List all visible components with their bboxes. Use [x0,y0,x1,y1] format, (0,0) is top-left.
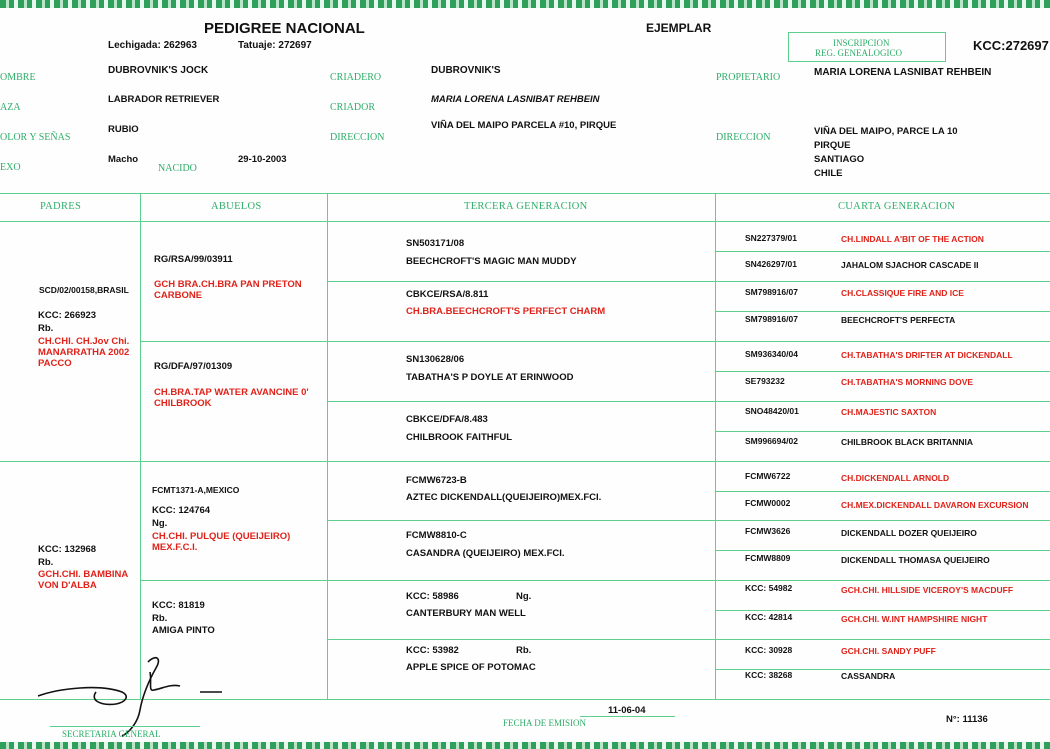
third-gen-name: TABATHA'S P DOYLE AT ERINWOOD [406,372,574,383]
grid-line [327,281,1050,282]
label-criador: CRIADOR [330,102,376,113]
fourth-gen-name: CH.LINDALL A'BIT OF THE ACTION [841,234,984,244]
decorative-border-bottom [0,742,1050,749]
grid-line [715,311,1050,312]
dog-name: DUBROVNIK'S JOCK [108,65,209,76]
fourth-gen-reg: FCMW3626 [745,526,791,536]
third-gen-name: CASANDRA (QUEIJEIRO) MEX.FCI. [406,548,565,559]
reg-genealogico-label: REG. GENEALOGICO [815,48,902,58]
label-nombre: OMBRE [0,72,36,83]
sire-name: MANARRATHA 2002 [38,347,130,358]
fourth-gen-name: JAHALOM SJACHOR CASCADE II [841,260,979,270]
dam-name: VON D'ALBA [38,580,97,591]
label-sexo: EXO [0,162,21,173]
grandparent-name: CHILBROOK [154,398,212,409]
grandparent-name: AMIGA PINTO [152,625,215,636]
label-direccion: DIRECCION [330,132,385,143]
label-direccion-owner: DIRECCION [716,132,771,143]
grid-line [0,221,1050,222]
grid-line [140,341,1050,342]
owner-address-line: PIRQUE [814,140,851,151]
grandparent-color: Rb. [152,613,168,624]
fourth-gen-reg: SE793232 [745,376,785,386]
grid-line [715,491,1050,492]
owner-address-line: SANTIAGO [814,154,865,165]
inscripcion-label: INSCRIPCION [833,38,890,48]
secretaria-label: SECRETARIA GENERAL [62,729,161,739]
fourth-gen-reg: FCMW6722 [745,471,791,481]
sire-color: Rb. [38,323,54,334]
column-header-cuarta: CUARTA GENERACION [838,201,956,212]
grandparent-name: CH.BRA.TAP WATER AVANCINE 0' [154,387,309,398]
third-gen-reg: KCC: 58986 [406,591,459,602]
label-nacido: NACIDO [158,163,197,174]
dam-name: GCH.CHI. BAMBINA [38,569,129,580]
dog-color: RUBIO [108,124,139,135]
grandparent-reg: FCMT1371-A,MEXICO [152,485,240,495]
fecha-label: FECHA DE EMISION [503,718,587,728]
fourth-gen-reg: KCC: 38268 [745,670,793,680]
third-gen-name: CHILBROOK FAITHFUL [406,432,513,443]
kcc-number: KCC:272697 [973,38,1049,53]
column-header-padres: PADRES [40,201,82,212]
third-gen-reg: FCMW6723-B [406,475,467,486]
fourth-gen-name: CH.DICKENDALL ARNOLD [841,473,950,483]
fourth-gen-name: CASSANDRA [841,671,896,681]
third-gen-name: APPLE SPICE OF POTOMAC [406,662,536,673]
page-title: PEDIGREE NACIONAL [204,20,365,37]
signature-line [50,726,200,727]
grid-line [715,371,1050,372]
fourth-gen-name: DICKENDALL THOMASA QUEIJEIRO [841,555,990,565]
grandparent-name: CARBONE [154,290,203,301]
fourth-gen-name: GCH.CHI. SANDY PUFF [841,646,936,656]
sire-name: PACCO [38,358,72,369]
fourth-gen-reg: KCC: 54982 [745,583,793,593]
third-gen-reg: FCMW8810-C [406,530,467,541]
fourth-gen-name: GCH.CHI. HILLSIDE VICEROY'S MACDUFF [841,585,1014,595]
grid-line [715,251,1050,252]
sire-name: CH.CHI. CH.Jov Chi. [38,336,130,347]
fourth-gen-reg: SM936340/04 [745,349,798,359]
fecha-value: 11-06-04 [608,705,646,716]
tatuaje: Tatuaje: 272697 [238,40,312,51]
grandparent-name: MEX.F.C.I. [152,542,198,553]
fourth-gen-reg: FCMW0002 [745,498,791,508]
grid-line [327,520,1050,521]
fourth-gen-reg: KCC: 30928 [745,645,793,655]
fourth-gen-name: CH.MAJESTIC SAXTON [841,407,937,417]
document-number: N°: 11136 [946,714,988,725]
third-gen-reg: SN130628/06 [406,354,465,365]
fourth-gen-name: CH.TABATHA'S DRIFTER AT DICKENDALL [841,350,1013,360]
grid-line [140,580,1050,581]
fourth-gen-name: CH.MEX.DICKENDALL DAVARON EXCURSION [841,500,1029,510]
criador-value: MARIA LORENA LASNIBAT REHBEIN [431,94,600,105]
third-gen-reg: CBKCE/DFA/8.483 [406,414,488,425]
label-raza: AZA [0,102,21,113]
lechigada: Lechigada: 262963 [108,40,197,51]
grandparent-color: Ng. [152,518,168,529]
grid-line [715,610,1050,611]
dog-sex: Macho [108,154,139,165]
dog-born: 29-10-2003 [238,154,287,165]
fourth-gen-reg: SNO48420/01 [745,406,799,416]
owner-address-line: VIÑA DEL MAIPO, PARCE LA 10 [814,126,958,137]
fourth-gen-reg: FCMW8809 [745,553,791,563]
label-criadero: CRIADERO [330,72,382,83]
fourth-gen-name: CH.CLASSIQUE FIRE AND ICE [841,288,964,298]
fourth-gen-reg: SN227379/01 [745,233,797,243]
fourth-gen-name: CH.TABATHA'S MORNING DOVE [841,377,974,387]
third-gen-name: BEECHCROFT'S MAGIC MAN MUDDY [406,256,577,267]
column-header-tercera: TERCERA GENERACION [464,201,588,212]
propietario-value: MARIA LORENA LASNIBAT REHBEIN [814,67,992,78]
third-gen-reg: CBKCE/RSA/8.811 [406,289,489,300]
sire-kcc: KCC: 266923 [38,310,97,321]
third-gen-color: Ng. [516,591,532,602]
dam-kcc: KCC: 132968 [38,544,97,555]
ejemplar-label: EJEMPLAR [646,21,712,35]
fourth-gen-reg: KCC: 42814 [745,612,793,622]
third-gen-name: AZTEC DICKENDALL(QUEIJEIRO)MEX.FCI. [406,492,602,503]
fourth-gen-reg: SM798916/07 [745,314,798,324]
grid-line [327,639,1050,640]
decorative-border-top [0,0,1050,8]
grid-line [715,550,1050,551]
grid-line [0,193,1050,194]
dog-breed: LABRADOR RETRIEVER [108,94,220,105]
grid-line [715,431,1050,432]
label-propietario: PROPIETARIO [716,72,781,83]
grandparent-name: CH.CHI. PULQUE (QUEIJEIRO) [152,531,291,542]
third-gen-reg: SN503171/08 [406,238,465,249]
grid-line [140,193,141,699]
fourth-gen-name: DICKENDALL DOZER QUEIJEIRO [841,528,977,538]
grandparent-name: GCH BRA.CH.BRA PAN PRETON [154,279,302,290]
criadero-value: DUBROVNIK'S [431,65,501,76]
sire-reg: SCD/02/00158,BRASIL [39,285,129,295]
fourth-gen-reg: SM798916/07 [745,287,798,297]
fourth-gen-name: CHILBROOK BLACK BRITANNIA [841,437,974,447]
label-color: OLOR Y SEÑAS [0,132,71,143]
grid-line [715,193,716,699]
dam-color: Rb. [38,557,54,568]
grandparent-kcc: KCC: 81819 [152,600,205,611]
grandparent-kcc: KCC: 124764 [152,505,211,516]
fourth-gen-reg: SM996694/02 [745,436,798,446]
grid-line [327,193,328,699]
grid-line [327,401,1050,402]
owner-address-line: CHILE [814,168,843,179]
grandparent-reg: RG/RSA/99/03911 [154,254,233,265]
grandparent-reg: RG/DFA/97/01309 [154,361,233,372]
fourth-gen-reg: SN426297/01 [745,259,797,269]
fecha-line [580,716,675,717]
third-gen-name: CANTERBURY MAN WELL [406,608,526,619]
third-gen-color: Rb. [516,645,532,656]
column-header-abuelos: ABUELOS [211,201,262,212]
third-gen-name: CH.BRA.BEECHCROFT'S PERFECT CHARM [406,306,606,317]
fourth-gen-name: BEECHCROFT'S PERFECTA [841,315,956,325]
fourth-gen-name: GCH.CHI. W.INT HAMPSHIRE NIGHT [841,614,988,624]
third-gen-reg: KCC: 53982 [406,645,459,656]
direccion-value: VIÑA DEL MAIPO PARCELA #10, PIRQUE [431,120,617,131]
grid-line [0,461,1050,462]
